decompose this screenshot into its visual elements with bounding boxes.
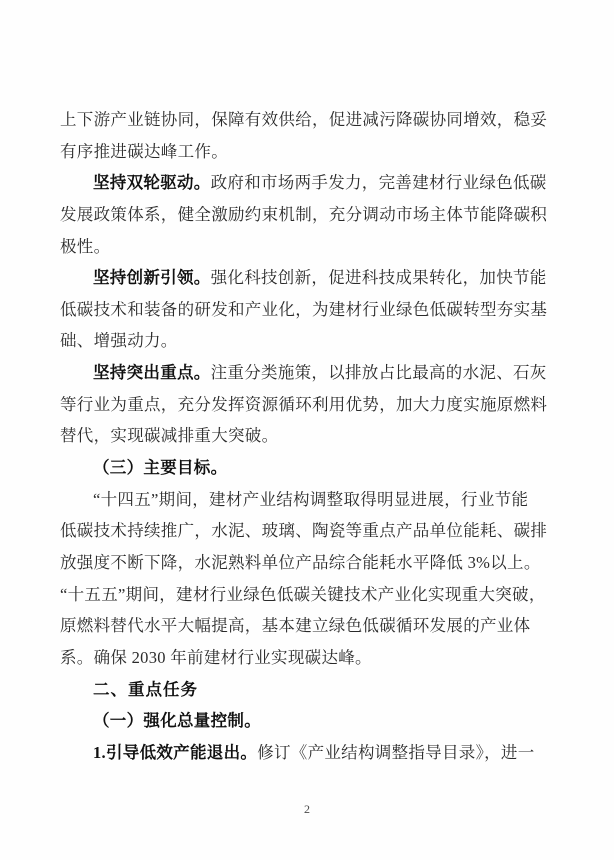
text-line [60, 136, 540, 168]
line-text: 等行业为重点，充分发挥资源循环利用优势，加大力度实施原燃料 [60, 394, 548, 414]
heading-total-control-line [60, 705, 540, 737]
text-line [60, 642, 540, 674]
line-text: 替代，实现碳减排重大突破。 [60, 426, 279, 446]
bold-lead: 坚持双轮驱动。 [93, 173, 211, 193]
paragraph-lead-line [60, 357, 547, 389]
bold-lead: （三）主要目标。 [93, 458, 228, 478]
line-text: 上下游产业链协同，保障有效供给，促进减污降碳协同增效，稳妥 [60, 110, 548, 129]
heading-main-goals-line [60, 452, 540, 484]
bold-lead: 坚持突出重点。 [93, 363, 211, 383]
paragraph-lead-line [60, 167, 547, 199]
line-text: 有序推进碳达峰工作。 [60, 141, 228, 161]
text-line [60, 294, 548, 326]
text-line [60, 420, 540, 452]
text-line [60, 325, 540, 357]
line-text: 极性。 [60, 236, 111, 256]
text-line [60, 579, 546, 611]
task-1-line [60, 737, 540, 769]
line-text: 低碳技术和装备的研发和产业化，为建材行业绿色低碳转型夯实基 [60, 299, 548, 319]
line-text: 系。确保 2030 年前建材行业实现碳达峰。 [60, 647, 372, 667]
bold-lead: 坚持创新引领。 [93, 268, 211, 288]
line-text: “十四五”期间，建材产业结构调整取得明显进展，行业节能 [93, 489, 529, 509]
text-line [60, 104, 548, 136]
text-line [60, 610, 540, 642]
line-text: 原燃料替代水平大幅提高，基本建立绿色低碳循环发展的产业体 [60, 616, 531, 636]
heading-key-tasks-line [60, 674, 540, 706]
line-text: 础、增强动力。 [60, 331, 178, 351]
line-text: 强化科技创新，促进科技成果转化，加快节能 [210, 268, 547, 288]
bold-lead: （一）强化总量控制。 [93, 711, 261, 731]
text-line [60, 389, 548, 421]
line-text: 放强度不断下降，水泥熟料单位产品综合能耗水平降低 3%以上。 [60, 552, 541, 572]
text-line [60, 231, 540, 263]
bold-lead: 1.引导低效产能退出。 [93, 742, 258, 762]
line-text: “十五五”期间，建材行业绿色低碳关键技术产业化实现重大突破， [60, 584, 546, 604]
line-text: 注重分类施策，以排放占比最高的水泥、石灰 [210, 363, 547, 383]
line-text: 修订《产业结构调整指导目录》，进一 [257, 742, 535, 762]
line-text: 发展政策体系，健全激励约束机制，充分调动市场主体节能降碳积 [60, 204, 548, 224]
page-number: 2 [304, 802, 310, 816]
line-text: 政府和市场两手发力，完善建材行业绿色低碳 [210, 173, 547, 193]
paragraph-lead-line [60, 262, 547, 294]
bold-lead: 二、重点任务 [93, 680, 198, 699]
text-line [60, 484, 540, 516]
text-line [60, 199, 548, 231]
text-line [60, 515, 548, 547]
line-text: 低碳技术持续推广，水泥、玻璃、陶瓷等重点产品单位能耗、碳排 [60, 521, 548, 541]
text-line [60, 547, 540, 579]
document-text-block [60, 104, 548, 768]
